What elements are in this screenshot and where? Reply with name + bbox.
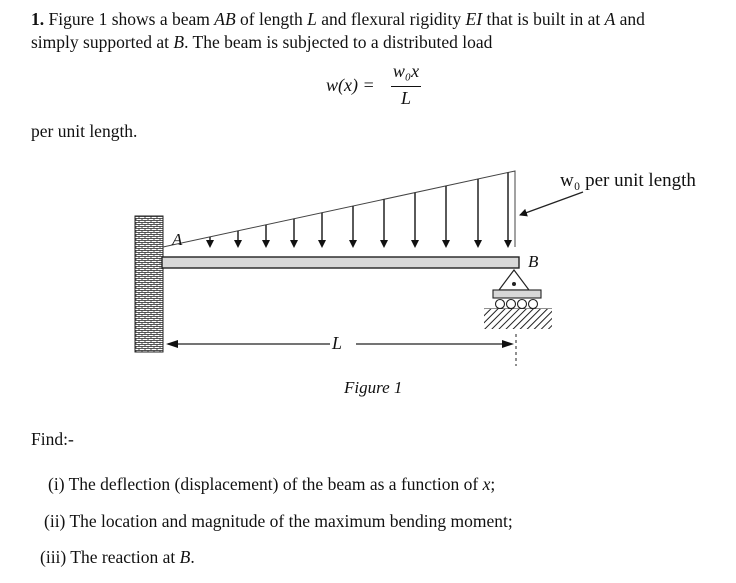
question-1 xyxy=(48,473,495,495)
equation-denominator: L xyxy=(400,88,411,108)
figure-caption: Figure 1 xyxy=(344,378,403,397)
question-1-number: (i) xyxy=(48,474,65,494)
question-2 xyxy=(44,510,513,532)
rigidity-symbol: EI xyxy=(465,9,483,29)
text-run: ; xyxy=(490,474,496,494)
per-unit-length-text: per unit length. xyxy=(31,121,138,141)
load-magnitude-label: w₀ per unit length xyxy=(560,170,696,191)
text-run: The location and magnitude of the maximum bending moment; xyxy=(65,511,513,531)
load-arrow-head xyxy=(349,240,357,248)
load-arrow-head xyxy=(206,240,214,248)
load-arrow-head xyxy=(504,240,512,248)
text-run: simply supported at xyxy=(31,32,174,52)
fixed-wall xyxy=(135,216,163,352)
load-arrow-head xyxy=(411,240,419,248)
question-2-number: (ii) xyxy=(44,511,66,531)
load-arrows xyxy=(206,173,512,248)
equation-numerator: w₀x xyxy=(392,61,420,81)
text-run: The reaction at xyxy=(66,547,180,567)
question-3 xyxy=(40,546,195,568)
beam-name: AB xyxy=(214,9,236,29)
beam xyxy=(162,257,519,268)
load-arrow-head xyxy=(380,240,388,248)
label-l: L xyxy=(332,333,343,353)
question-3-number: (iii) xyxy=(40,547,67,567)
point-b-symbol: B xyxy=(173,32,185,52)
text-run: and flexural rigidity xyxy=(316,9,466,29)
x-symbol: x xyxy=(482,474,491,494)
load-arrow-head xyxy=(442,240,450,248)
length-symbol: L xyxy=(307,9,317,29)
text-run: The deflection (displacement) of the beam as a function of xyxy=(64,474,483,494)
b-symbol: B xyxy=(179,547,191,567)
label-b: B xyxy=(528,252,539,271)
text-run: that is built in at xyxy=(482,9,605,29)
dimension-arrow-right xyxy=(502,340,514,348)
load-leader-arrow xyxy=(520,192,583,215)
text-run: . xyxy=(190,547,195,567)
equation-lhs: w(x) = xyxy=(326,75,375,95)
roller-support xyxy=(484,270,552,329)
text-run: of length xyxy=(235,9,308,29)
text-run: . The beam is subjected to a distributed load xyxy=(184,32,493,52)
find-heading: Find:- xyxy=(31,429,74,449)
label-a: A xyxy=(172,230,183,249)
load-arrow-head xyxy=(474,240,482,248)
load-arrow-head xyxy=(262,240,270,248)
load-arrow-head xyxy=(234,240,242,248)
problem-number: 1. xyxy=(31,9,45,29)
load-arrow-head xyxy=(318,240,326,248)
load-outline xyxy=(163,171,515,247)
text-run: and xyxy=(615,9,645,29)
text-run: Figure 1 shows a beam xyxy=(44,9,215,29)
dimension-arrow-left xyxy=(166,340,178,348)
load-arrow-head xyxy=(290,240,298,248)
point-a-symbol: A xyxy=(604,9,616,29)
